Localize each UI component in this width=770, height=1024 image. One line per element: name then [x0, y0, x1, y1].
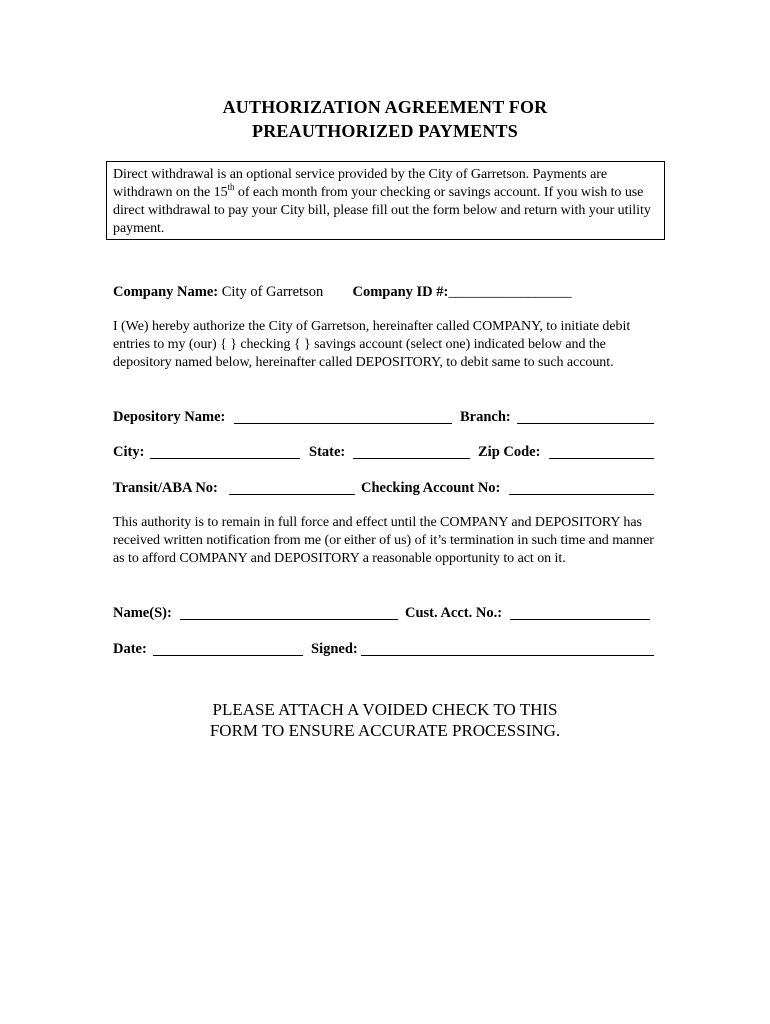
depository-name-field[interactable]	[234, 423, 452, 424]
notice-superscript: th	[227, 182, 235, 192]
zip-code-label: Zip Code:	[478, 444, 541, 460]
transit-aba-label: Transit/ABA No:	[113, 480, 218, 496]
company-row	[113, 283, 654, 301]
city-label: City:	[113, 444, 145, 460]
city-state-zip-row	[113, 443, 654, 463]
company-name-value: City of Garretson	[221, 284, 324, 300]
branch-field[interactable]	[517, 423, 654, 424]
date-label: Date:	[113, 641, 147, 657]
authorization-paragraph: I (We) hereby authorize the City of Garretson, hereinafter called COMPANY, to initiate debit entries to my (our) { } checking { } savings account (select one) indicated below and the depository named below, hereinafter called DEPOSITORY, to debit same to such account.	[113, 319, 631, 370]
depository-name-label: Depository Name:	[113, 409, 226, 425]
transit-aba-field[interactable]	[229, 494, 355, 495]
signed-label: Signed:	[311, 641, 358, 657]
checking-account-field[interactable]	[509, 494, 654, 495]
cust-acct-label: Cust. Acct. No.:	[405, 605, 503, 621]
names-field[interactable]	[180, 619, 398, 620]
company-id-blank[interactable]: _________________	[448, 284, 572, 300]
voided-check-note-line-1: PLEASE ATTACH A VOIDED CHECK TO THIS	[212, 700, 558, 719]
cust-acct-field[interactable]	[510, 619, 650, 620]
checking-account-label: Checking Account No:	[361, 480, 501, 496]
document-title	[0, 95, 770, 143]
company-id-label: Company ID #:	[352, 284, 449, 300]
voided-check-note-line-2: FORM TO ENSURE ACCURATE PROCESSING.	[209, 721, 561, 740]
date-field[interactable]	[153, 655, 303, 656]
title-line-1: AUTHORIZATION AGREEMENT FOR	[222, 97, 548, 117]
signature-field[interactable]	[361, 655, 654, 656]
zip-code-field[interactable]	[549, 458, 654, 459]
notice-text-part-2: of each month from your checking or savings account. If you wish to use direct withdrawal to pay your City bill, please fill out the form below and return with your utility payment.	[113, 185, 651, 236]
branch-label: Branch:	[460, 409, 511, 425]
bank-account-row	[113, 479, 654, 499]
name-account-row	[113, 604, 654, 624]
city-field[interactable]	[150, 458, 300, 459]
title-line-2: PREAUTHORIZED PAYMENTS	[252, 121, 518, 141]
voided-check-note	[0, 699, 770, 741]
notice-box	[106, 161, 665, 240]
date-signed-row	[113, 640, 654, 660]
names-label: Name(S):	[113, 605, 172, 621]
state-field[interactable]	[353, 458, 470, 459]
company-name-label: Company Name:	[113, 284, 219, 300]
depository-row	[113, 408, 654, 428]
authority-paragraph: This authority is to remain in full force and effect until the COMPANY and DEPOSITORY has received written notification from me (or either of us) of it’s termination in such time and manner as to afford COMPANY and DEPOSITORY a reasonable opportunity to act on it.	[113, 515, 654, 566]
state-label: State:	[309, 444, 346, 460]
notice-text-part-1: Direct withdrawal is an optional service provided by the City of Garretson. Payments are withdrawn on the 15	[113, 167, 608, 200]
